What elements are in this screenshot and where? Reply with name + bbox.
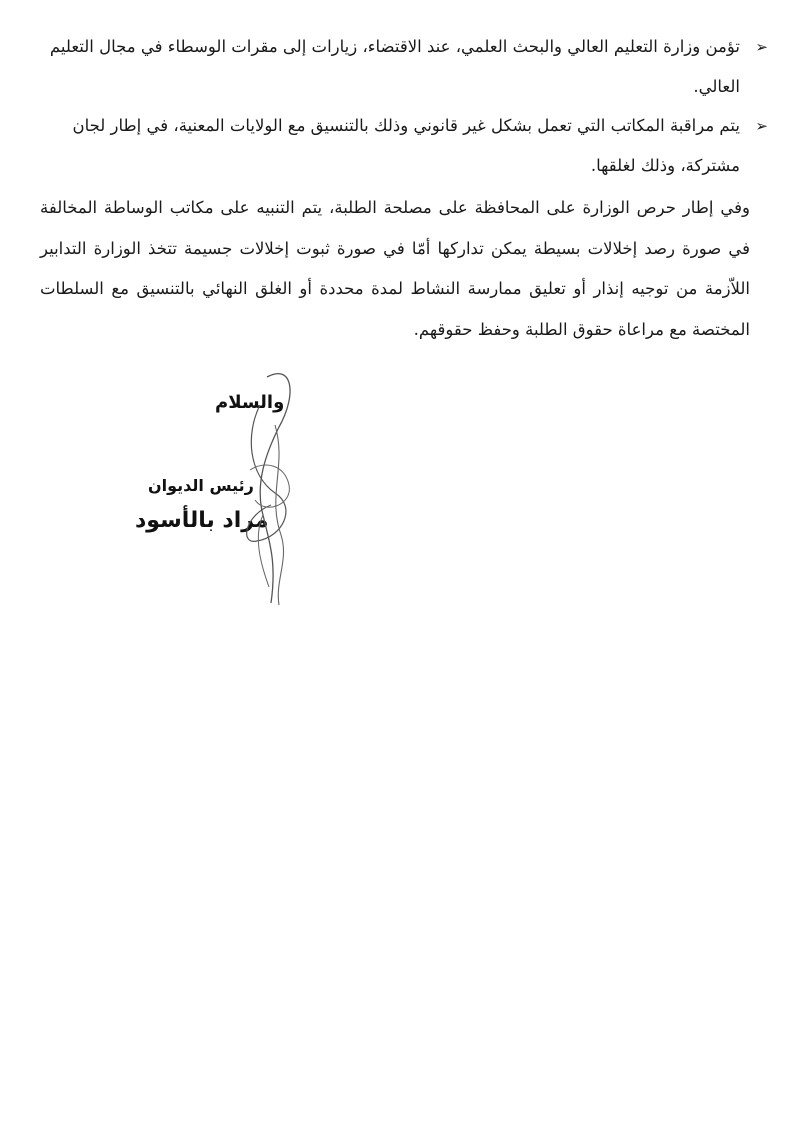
arrow-bullet-icon: ➢: [755, 38, 768, 56]
bullet-item: [40, 106, 768, 186]
bullet-text: يتم مراقبة المكاتب التي تعمل بشكل غير قانوني وذلك بالتنسيق مع الولايات المعنية، في إطار لجان مشتركة، وذلك لغلقها.: [72, 116, 740, 175]
closing-salutation: والسلام: [215, 392, 285, 413]
signatory-title: رئيس الديوان: [148, 476, 254, 495]
signatory-name: مراد بالأسود: [135, 508, 269, 533]
bullet-text: تؤمن وزارة التعليم العالي والبحث العلمي، عند الاقتضاء، زيارات إلى مقرات الوسطاء في مجال التعليم العالي.: [49, 37, 740, 96]
handwritten-signature-icon: [205, 365, 325, 610]
arrow-bullet-icon: ➢: [755, 117, 768, 135]
body-paragraph: وفي إطار حرص الوزارة على المحافظة على مصلحة الطلبة، يتم التنبيه على مكاتب الوساطة المخالفة في صورة رصد إخلالات بسيطة يمكن تداركها أمّا في صورة ثبوت إخلالات جسيمة تتخذ الوزارة التدابير اللاّزمة من توجيه إنذار أو تعليق ممارسة النشاط لمدة محددة أو الغلق النهائي بالتنسيق مع السلطات المختصة مع مراعاة حقوق الطلبة وحفظ حقوقهم.: [40, 198, 750, 339]
bullet-item: [40, 27, 768, 107]
